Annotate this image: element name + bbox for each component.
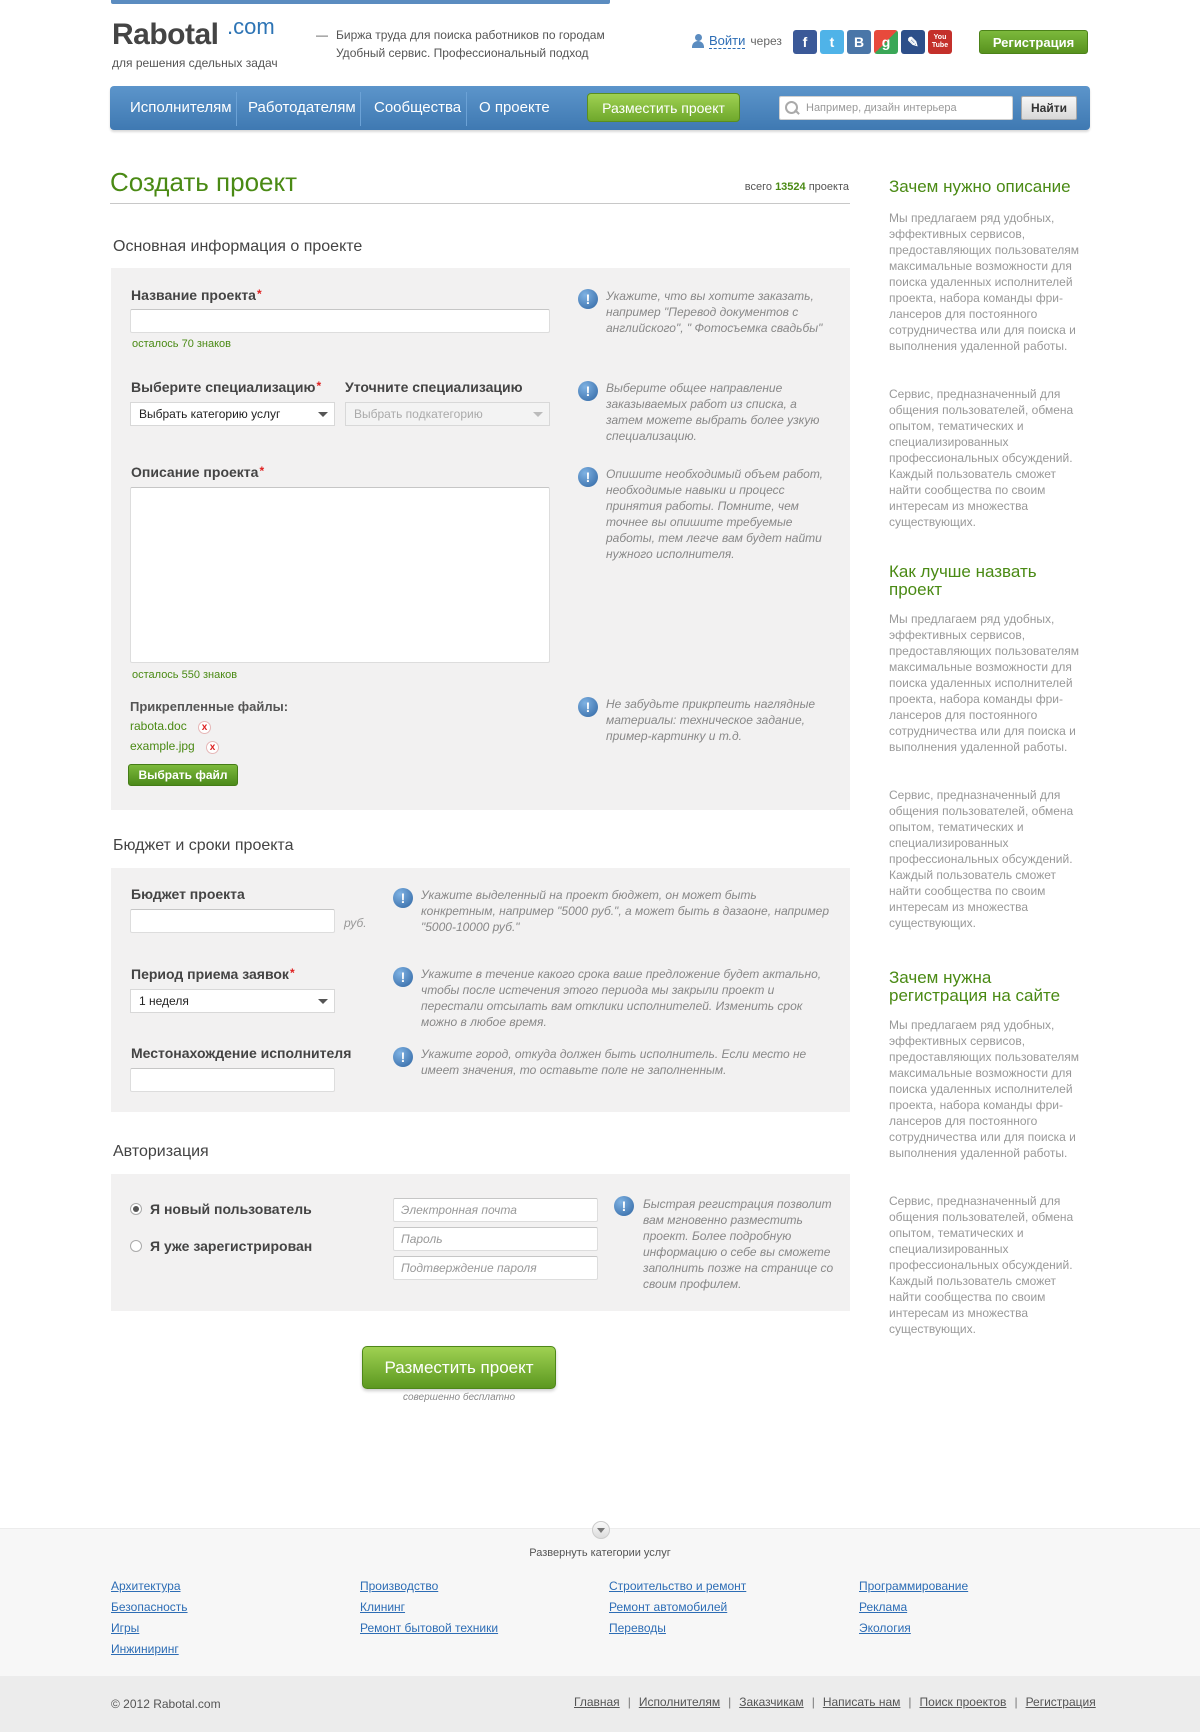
footer-separator: | bbox=[627, 1695, 631, 1709]
chevron-down-icon bbox=[318, 412, 328, 417]
vkontakte-icon[interactable]: B bbox=[847, 30, 871, 54]
section-title-budget: Бюджет и сроки проекта bbox=[113, 837, 294, 854]
footer-link-search-projects[interactable]: Поиск проектов bbox=[919, 1695, 1007, 1709]
sidebar-title: Зачем нужна регистрация на сайте bbox=[889, 968, 1061, 1005]
sidebar-text: Мы предлагаем ряд удобных, эффективных сервисов, предоставляющих пользователям максимальные возможности для поиска удаленных исполнителей проекта, набора команды фри-лансеров для постоянного сотрудничества или для поиска и выполнения удаленной работы. bbox=[889, 211, 1080, 353]
section-title-auth: Авторизация bbox=[113, 1143, 209, 1160]
footer-link-home[interactable]: Главная bbox=[574, 1695, 620, 1709]
footer-separator: | bbox=[1014, 1695, 1018, 1709]
main-nav bbox=[110, 86, 1090, 130]
social-login-icons bbox=[793, 30, 952, 54]
category-link[interactable]: Ремонт автомобилей bbox=[609, 1600, 728, 1614]
project-total-prefix: всего bbox=[744, 181, 772, 193]
category-link[interactable]: Игры bbox=[111, 1621, 140, 1635]
project-total bbox=[745, 181, 849, 193]
login-via-text: через bbox=[750, 34, 782, 48]
submit-note: совершенно бесплатно bbox=[402, 1392, 516, 1403]
period-select[interactable]: 1 неделя bbox=[130, 989, 335, 1013]
top-accent-bar bbox=[111, 0, 610, 4]
category-link[interactable]: Переводы bbox=[609, 1621, 666, 1635]
footer-separator: | bbox=[908, 1695, 912, 1709]
title-divider bbox=[110, 203, 850, 204]
email-input[interactable]: Электронная почта bbox=[393, 1198, 598, 1222]
new-user-label: Я новый пользователь bbox=[150, 1201, 312, 1217]
info-icon: ! bbox=[578, 467, 598, 487]
sidebar-text: Сервис, предназначенный для общения пользователей, обмена опытом, тематических и специализированных профессиональных обсуждений. Каждый пользователь сможет найти сообщества по своим интересам из множества существующих. bbox=[889, 788, 1074, 930]
twitter-icon[interactable]: t bbox=[820, 30, 844, 54]
section-title-basic: Основная информация о проекте bbox=[113, 238, 363, 255]
password-confirm-input[interactable]: Подтверждение пароля bbox=[393, 1256, 598, 1280]
tagline-line-2: Удобный сервис. Профессиональный подход bbox=[336, 46, 589, 60]
login-block bbox=[692, 33, 782, 49]
info-icon: ! bbox=[578, 289, 598, 309]
footer-link-performers[interactable]: Исполнителям bbox=[638, 1695, 721, 1709]
search-button[interactable]: Найти bbox=[1021, 96, 1077, 120]
info-icon: ! bbox=[393, 888, 413, 908]
search-box bbox=[779, 96, 1013, 120]
footer-separator: | bbox=[811, 1695, 815, 1709]
copyright: © 2012 Rabotal.com bbox=[111, 1697, 221, 1711]
password-input[interactable]: Пароль bbox=[393, 1227, 598, 1251]
category-link[interactable]: Инжиниринг bbox=[111, 1642, 179, 1656]
specialization-select[interactable]: Выбрать категорию услуг bbox=[130, 402, 335, 426]
footer-link-contact[interactable]: Написать нам bbox=[822, 1695, 901, 1709]
attached-file-link[interactable]: example.jpg bbox=[130, 739, 195, 753]
description-label: Описание проекта* bbox=[131, 464, 265, 480]
budget-input[interactable] bbox=[130, 909, 335, 933]
register-button[interactable]: Регистрация bbox=[979, 30, 1088, 54]
budget-label: Бюджет проекта bbox=[131, 886, 245, 902]
sidebar-title: Зачем нужно описание bbox=[889, 177, 1071, 196]
info-icon: ! bbox=[578, 381, 598, 401]
auth-hint: Быстрая регистрация позволит вам мгновенно разместить проект. Более подробную информацию о себе вы сможете заполнить позже на странице со своим профилем. bbox=[643, 1197, 834, 1291]
nav-item-communities[interactable]: Сообщества bbox=[374, 99, 462, 116]
category-link[interactable]: Экология bbox=[859, 1621, 911, 1635]
user-icon bbox=[692, 34, 704, 48]
category-link[interactable]: Клининг bbox=[360, 1600, 406, 1614]
location-hint: Укажите город, откуда должен быть исполнитель. Если место не имеет значения, то оставьте поле не заполненным. bbox=[421, 1047, 807, 1077]
remove-file-icon[interactable]: x bbox=[206, 741, 219, 754]
description-textarea[interactable] bbox=[130, 487, 550, 663]
new-user-option[interactable] bbox=[130, 1201, 312, 1217]
category-link[interactable]: Строительство и ремонт bbox=[609, 1579, 747, 1593]
project-name-label: Название проекта* bbox=[131, 287, 262, 303]
budget-hint: Укажите выделенный на проект бюджет, он может быть конкретным, например "5000 руб.", а может быть в дазаоне, например "5000-10000 руб." bbox=[421, 888, 830, 934]
project-name-hint: Укажите, что вы хотите заказать, например "Перевод документов с английского", " Фотосъемка свадьбы" bbox=[606, 289, 823, 335]
info-icon: ! bbox=[393, 967, 413, 987]
period-label: Период приема заявок* bbox=[131, 966, 295, 982]
category-link[interactable]: Архитектура bbox=[111, 1579, 181, 1593]
location-label: Местонахождение исполнителя bbox=[131, 1045, 352, 1061]
specialization-hint: Выберите общее направление заказываемых работ из списка, а затем можете выбрать более узкую специализацию. bbox=[606, 381, 820, 443]
period-hint: Укажите в течение какого срока ваше предложение будет актально, чтобы после истечения этого периода мы закрыли проект и перестали отсылать вам отклики исполнителей. Изменить срок можно в любое время. bbox=[421, 967, 822, 1029]
existing-user-label: Я уже зарегистрирован bbox=[150, 1238, 313, 1254]
page-title: Создать проект bbox=[110, 167, 298, 197]
project-total-count: 13524 bbox=[775, 181, 806, 193]
subspecialization-select[interactable]: Выбрать подкатегорию bbox=[345, 402, 550, 426]
tagline-line-1: Биржа труда для поиска работников по городам bbox=[336, 28, 605, 42]
files-hint: Не забудьте прикрпеить наглядные материалы: техническое задание, пример-картинку и т.д. bbox=[606, 697, 816, 743]
radio-new-user[interactable] bbox=[130, 1203, 142, 1215]
choose-file-button[interactable]: Выбрать файл bbox=[128, 764, 238, 786]
search-input[interactable] bbox=[806, 102, 1006, 114]
search-icon bbox=[784, 100, 800, 116]
remove-file-icon[interactable]: x bbox=[198, 721, 211, 734]
logo[interactable]: Rabotal bbox=[112, 18, 219, 51]
attached-files-label: Прикрепленные файлы: bbox=[130, 699, 289, 714]
footer-link-customers[interactable]: Заказчикам bbox=[739, 1695, 804, 1709]
category-link[interactable]: Реклама bbox=[859, 1600, 908, 1614]
sidebar-text: Сервис, предназначенный для общения пользователей, обмена опытом, тематических и специализированных профессиональных обсуждений. Каждый пользователь сможет найти сообщества по своим интересам из множества существующих. bbox=[889, 387, 1074, 529]
sidebar-text: Сервис, предназначенный для общения пользователей, обмена опытом, тематических и специализированных профессиональных обсуждений. Каждый пользователь сможет найти сообщества по своим интересам из множества существующих. bbox=[889, 1194, 1074, 1336]
info-icon: ! bbox=[578, 697, 598, 717]
description-counter: осталось 550 знаков bbox=[132, 669, 238, 681]
specialization-label: Выберите специализацию* bbox=[131, 379, 322, 395]
footer-separator: | bbox=[728, 1695, 732, 1709]
project-name-input[interactable] bbox=[130, 309, 550, 333]
nav-separator bbox=[360, 92, 361, 126]
chevron-down-icon bbox=[318, 999, 328, 1004]
sidebar-text: Мы предлагаем ряд удобных, эффективных сервисов, предоставляющих пользователям максимальные возможности для поиска удаленных исполнителей проекта, набора команды фри-лансеров для постоянного сотрудничества или для поиска и выполнения удаленной работы. bbox=[889, 1018, 1080, 1160]
info-icon: ! bbox=[614, 1196, 634, 1216]
location-input[interactable] bbox=[130, 1068, 335, 1092]
existing-user-option[interactable] bbox=[130, 1238, 312, 1254]
info-icon: ! bbox=[393, 1047, 413, 1067]
category-link[interactable]: Ремонт бытовой техники bbox=[360, 1621, 499, 1635]
logo-subtitle: для решения сдельных задач bbox=[112, 56, 278, 70]
footer-link-register[interactable]: Регистрация bbox=[1025, 1695, 1096, 1709]
description-hint: Опишите необходимый объем работ, необходимые навыки и процесс принятия работы. Помните, чем точнее вы опишите требуемые работы, тем легче вам будет найти нужного исполнителя. bbox=[606, 467, 824, 561]
radio-existing-user[interactable] bbox=[130, 1240, 142, 1252]
login-link[interactable]: Войти bbox=[709, 33, 746, 48]
sidebar-text: Мы предлагаем ряд удобных, эффективных сервисов, предоставляющих пользователям максимальные возможности для поиска удаленных исполнителей проекта, набора команды фри-лансеров для постоянного сотрудничества или для поиска и выполнения удаленной работы. bbox=[889, 612, 1080, 754]
project-total-suffix: проекта bbox=[808, 181, 849, 193]
google-icon[interactable]: g bbox=[874, 30, 898, 54]
nav-item-about[interactable]: О проекте bbox=[479, 99, 550, 116]
tagline-dash: — bbox=[316, 28, 328, 42]
project-name-counter: осталось 70 знаков bbox=[132, 338, 232, 350]
submit-project-button[interactable]: Разместить проект bbox=[362, 1346, 556, 1389]
nav-item-employers[interactable]: Работодателям bbox=[248, 99, 356, 116]
attached-file-link[interactable]: rabota.doc bbox=[130, 719, 187, 733]
expand-categories-icon[interactable] bbox=[592, 1521, 610, 1539]
logo-tld: .com bbox=[227, 14, 275, 39]
nav-item-performers[interactable]: Исполнителям bbox=[130, 99, 232, 116]
category-link[interactable]: Программирование bbox=[859, 1579, 969, 1593]
livejournal-icon[interactable]: ✎ bbox=[901, 30, 925, 54]
currency-label: руб. bbox=[344, 916, 367, 930]
nav-post-project-button[interactable]: Разместить проект bbox=[587, 93, 740, 122]
tagline bbox=[316, 26, 605, 62]
youtube-icon[interactable]: You Tube bbox=[928, 30, 952, 54]
category-link[interactable]: Производство bbox=[360, 1579, 439, 1593]
expand-categories-link[interactable]: Развернуть категории услуг bbox=[529, 1547, 671, 1559]
facebook-icon[interactable]: f bbox=[793, 30, 817, 54]
sidebar-title: Как лучше назвать проект bbox=[889, 562, 1037, 599]
footer-links bbox=[574, 1695, 1096, 1709]
chevron-down-icon bbox=[533, 412, 543, 417]
subspecialization-label: Уточните специализацию bbox=[345, 379, 523, 395]
category-link[interactable]: Безопасность bbox=[111, 1600, 188, 1614]
